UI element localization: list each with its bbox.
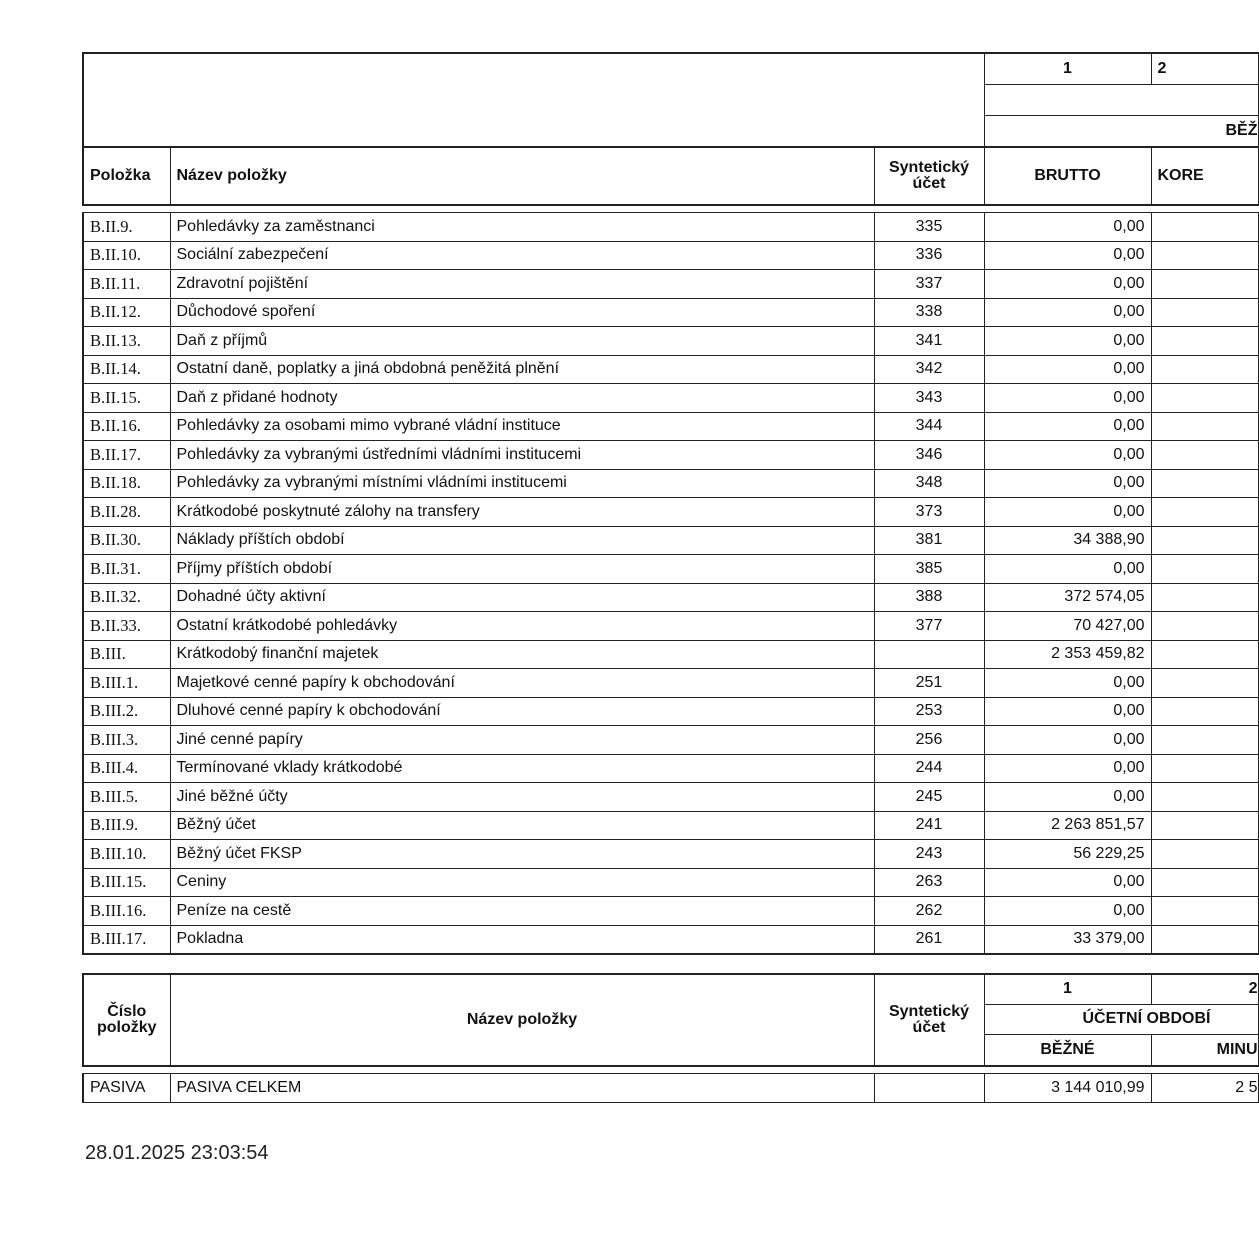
row-brutto: 56 229,25 — [984, 840, 1151, 869]
row-korekce — [1151, 697, 1258, 726]
row-code: B.II.12. — [83, 298, 170, 327]
column-number-2: 2 — [1151, 53, 1258, 85]
table-row — [83, 412, 1258, 441]
row-code: B.II.11. — [83, 270, 170, 299]
row-code: B.II.30. — [83, 526, 170, 555]
table-row — [83, 612, 1258, 641]
row-account: 243 — [874, 840, 984, 869]
row-code: B.II.15. — [83, 384, 170, 413]
row-account: 385 — [874, 555, 984, 584]
row-korekce — [1151, 526, 1258, 555]
row-account: 253 — [874, 697, 984, 726]
row-name: Zdravotní pojištění — [170, 270, 874, 299]
row-name: Majetkové cenné papíry k obchodování — [170, 669, 874, 698]
row-code: B.III.3. — [83, 726, 170, 755]
row-korekce — [1151, 298, 1258, 327]
row-account: 381 — [874, 526, 984, 555]
row-name: Sociální zabezpečení — [170, 241, 874, 270]
table-row — [83, 270, 1258, 299]
column-number-1: 1 — [984, 974, 1151, 1004]
row-code: B.II.10. — [83, 241, 170, 270]
row-korekce — [1151, 270, 1258, 299]
row-name: Důchodové spoření — [170, 298, 874, 327]
row-code: B.III.17. — [83, 925, 170, 954]
table-row — [83, 583, 1258, 612]
row-name: Peníze na cestě — [170, 897, 874, 926]
row-code: PASIVA — [83, 1074, 170, 1103]
row-name: Daň z přidané hodnoty — [170, 384, 874, 413]
row-korekce — [1151, 355, 1258, 384]
table-row — [83, 726, 1258, 755]
table-row — [83, 526, 1258, 555]
table-row — [83, 327, 1258, 356]
row-name: Pohledávky za zaměstnanci — [170, 213, 874, 242]
row-account: 337 — [874, 270, 984, 299]
table-row — [83, 640, 1258, 669]
row-code: B.III.16. — [83, 897, 170, 926]
row-account: 338 — [874, 298, 984, 327]
row-korekce — [1151, 327, 1258, 356]
row-account: 261 — [874, 925, 984, 954]
row-account — [874, 1074, 984, 1103]
row-brutto: 0,00 — [984, 469, 1151, 498]
row-account: 373 — [874, 498, 984, 527]
table-row — [83, 868, 1258, 897]
column-number-1: 1 — [984, 53, 1151, 85]
row-brutto: 0,00 — [984, 697, 1151, 726]
table-row — [83, 783, 1258, 812]
row-account: 377 — [874, 612, 984, 641]
table-row — [83, 925, 1258, 954]
row-korekce — [1151, 783, 1258, 812]
row-name: Jiné cenné papíry — [170, 726, 874, 755]
row-brutto: 33 379,00 — [984, 925, 1151, 954]
table-row — [83, 754, 1258, 783]
row-korekce — [1151, 384, 1258, 413]
table-row — [83, 441, 1258, 470]
row-name: Náklady příštích období — [170, 526, 874, 555]
column-number-2: 2 — [1151, 974, 1258, 1004]
row-brutto: 0,00 — [984, 754, 1151, 783]
row-code: B.II.16. — [83, 412, 170, 441]
row-name: Pohledávky za osobami mimo vybrané vládní instituce — [170, 412, 874, 441]
row-brutto: 70 427,00 — [984, 612, 1151, 641]
row-code: B.III.10. — [83, 840, 170, 869]
table-row — [83, 241, 1258, 270]
row-account: 341 — [874, 327, 984, 356]
row-account: 251 — [874, 669, 984, 698]
row-korekce — [1151, 640, 1258, 669]
row-korekce — [1151, 412, 1258, 441]
row-korekce — [1151, 897, 1258, 926]
period-label: BĚŽ — [984, 116, 1258, 148]
table-row — [83, 355, 1258, 384]
row-current: 3 144 010,99 — [984, 1074, 1151, 1103]
row-code: B.II.9. — [83, 213, 170, 242]
row-brutto: 0,00 — [984, 783, 1151, 812]
table-row — [83, 469, 1258, 498]
row-brutto: 0,00 — [984, 355, 1151, 384]
row-korekce — [1151, 811, 1258, 840]
table-row — [83, 384, 1258, 413]
row-account: 346 — [874, 441, 984, 470]
row-brutto: 0,00 — [984, 868, 1151, 897]
row-brutto: 372 574,05 — [984, 583, 1151, 612]
row-code: B.II.14. — [83, 355, 170, 384]
row-korekce — [1151, 669, 1258, 698]
row-korekce — [1151, 555, 1258, 584]
row-korekce — [1151, 754, 1258, 783]
row-brutto: 0,00 — [984, 498, 1151, 527]
row-name: Běžný účet FKSP — [170, 840, 874, 869]
table-row — [83, 555, 1258, 584]
liabilities-table — [82, 973, 1259, 1103]
table-row — [83, 669, 1258, 698]
row-korekce — [1151, 469, 1258, 498]
row-name: Běžný účet — [170, 811, 874, 840]
row-account: 241 — [874, 811, 984, 840]
row-korekce — [1151, 612, 1258, 641]
row-korekce — [1151, 498, 1258, 527]
column-header-account: Syntetický účet — [874, 974, 984, 1066]
row-code: B.II.32. — [83, 583, 170, 612]
row-brutto: 0,00 — [984, 441, 1151, 470]
row-name: Příjmy příštích období — [170, 555, 874, 584]
row-account: 342 — [874, 355, 984, 384]
column-header-name: Název položky — [170, 147, 874, 205]
row-code: B.II.17. — [83, 441, 170, 470]
row-name: Ostatní daně, poplatky a jiná obdobná peněžitá plnění — [170, 355, 874, 384]
column-header-previous: MINU — [1151, 1034, 1258, 1066]
column-header-code: Položka — [83, 147, 170, 205]
row-account: 348 — [874, 469, 984, 498]
row-code: B.II.33. — [83, 612, 170, 641]
row-brutto: 0,00 — [984, 555, 1151, 584]
row-account — [874, 640, 984, 669]
table-row — [83, 213, 1258, 242]
row-previous: 2 5 — [1151, 1074, 1258, 1103]
row-code: B.III.9. — [83, 811, 170, 840]
column-header-code: Číslo položky — [83, 974, 170, 1066]
row-brutto: 0,00 — [984, 270, 1151, 299]
row-name: Pohledávky za vybranými ústředními vládními institucemi — [170, 441, 874, 470]
row-korekce — [1151, 726, 1258, 755]
row-brutto: 0,00 — [984, 298, 1151, 327]
row-korekce — [1151, 213, 1258, 242]
row-account: 344 — [874, 412, 984, 441]
row-name: PASIVA CELKEM — [170, 1074, 874, 1103]
table-row — [83, 298, 1258, 327]
row-account: 388 — [874, 583, 984, 612]
row-name: Ceniny — [170, 868, 874, 897]
row-account: 343 — [874, 384, 984, 413]
row-name: Dluhové cenné papíry k obchodování — [170, 697, 874, 726]
row-brutto: 0,00 — [984, 412, 1151, 441]
row-brutto: 0,00 — [984, 213, 1151, 242]
table-row — [83, 897, 1258, 926]
table-row — [83, 498, 1258, 527]
table-row — [83, 697, 1258, 726]
row-name: Dohadné účty aktivní — [170, 583, 874, 612]
row-account: 244 — [874, 754, 984, 783]
row-account: 262 — [874, 897, 984, 926]
header-period-blank — [984, 85, 1258, 116]
row-code: B.II.13. — [83, 327, 170, 356]
row-code: B.III.2. — [83, 697, 170, 726]
row-name: Krátkodobý finanční majetek — [170, 640, 874, 669]
row-code: B.III. — [83, 640, 170, 669]
column-header-korekce: KORE — [1151, 147, 1258, 205]
row-code: B.III.15. — [83, 868, 170, 897]
row-name: Daň z příjmů — [170, 327, 874, 356]
header-blank — [83, 53, 984, 147]
period-label: ÚČETNÍ OBDOBÍ — [984, 1004, 1258, 1034]
row-account: 256 — [874, 726, 984, 755]
row-korekce — [1151, 840, 1258, 869]
print-timestamp: 28.01.2025 23:03:54 — [85, 1142, 269, 1164]
row-korekce — [1151, 868, 1258, 897]
row-brutto: 0,00 — [984, 384, 1151, 413]
assets-table — [82, 52, 1259, 955]
table-row — [83, 811, 1258, 840]
column-header-account: Syntetický účet — [874, 147, 984, 205]
row-name: Termínované vklady krátkodobé — [170, 754, 874, 783]
row-brutto: 34 388,90 — [984, 526, 1151, 555]
row-korekce — [1151, 583, 1258, 612]
column-header-current: BĚŽNÉ — [984, 1034, 1151, 1066]
row-name: Krátkodobé poskytnuté zálohy na transfery — [170, 498, 874, 527]
assets-rows — [83, 213, 1258, 955]
row-account: 263 — [874, 868, 984, 897]
row-korekce — [1151, 441, 1258, 470]
row-code: B.II.18. — [83, 469, 170, 498]
row-code: B.III.5. — [83, 783, 170, 812]
column-header-name: Název položky — [170, 974, 874, 1066]
row-brutto: 0,00 — [984, 726, 1151, 755]
row-code: B.III.4. — [83, 754, 170, 783]
row-code: B.III.1. — [83, 669, 170, 698]
row-name: Pohledávky za vybranými místními vládními institucemi — [170, 469, 874, 498]
row-name: Pokladna — [170, 925, 874, 954]
row-name: Jiné běžné účty — [170, 783, 874, 812]
column-header-brutto: BRUTTO — [984, 147, 1151, 205]
row-name: Ostatní krátkodobé pohledávky — [170, 612, 874, 641]
row-brutto: 0,00 — [984, 241, 1151, 270]
row-code: B.II.28. — [83, 498, 170, 527]
row-account: 336 — [874, 241, 984, 270]
row-brutto: 2 353 459,82 — [984, 640, 1151, 669]
row-brutto: 0,00 — [984, 897, 1151, 926]
row-account: 335 — [874, 213, 984, 242]
row-brutto: 2 263 851,57 — [984, 811, 1151, 840]
row-code: B.II.31. — [83, 555, 170, 584]
row-account: 245 — [874, 783, 984, 812]
table-row — [83, 1074, 1258, 1103]
row-korekce — [1151, 241, 1258, 270]
balance-sheet — [82, 52, 1258, 1103]
row-brutto: 0,00 — [984, 669, 1151, 698]
table-row — [83, 840, 1258, 869]
row-brutto: 0,00 — [984, 327, 1151, 356]
row-korekce — [1151, 925, 1258, 954]
